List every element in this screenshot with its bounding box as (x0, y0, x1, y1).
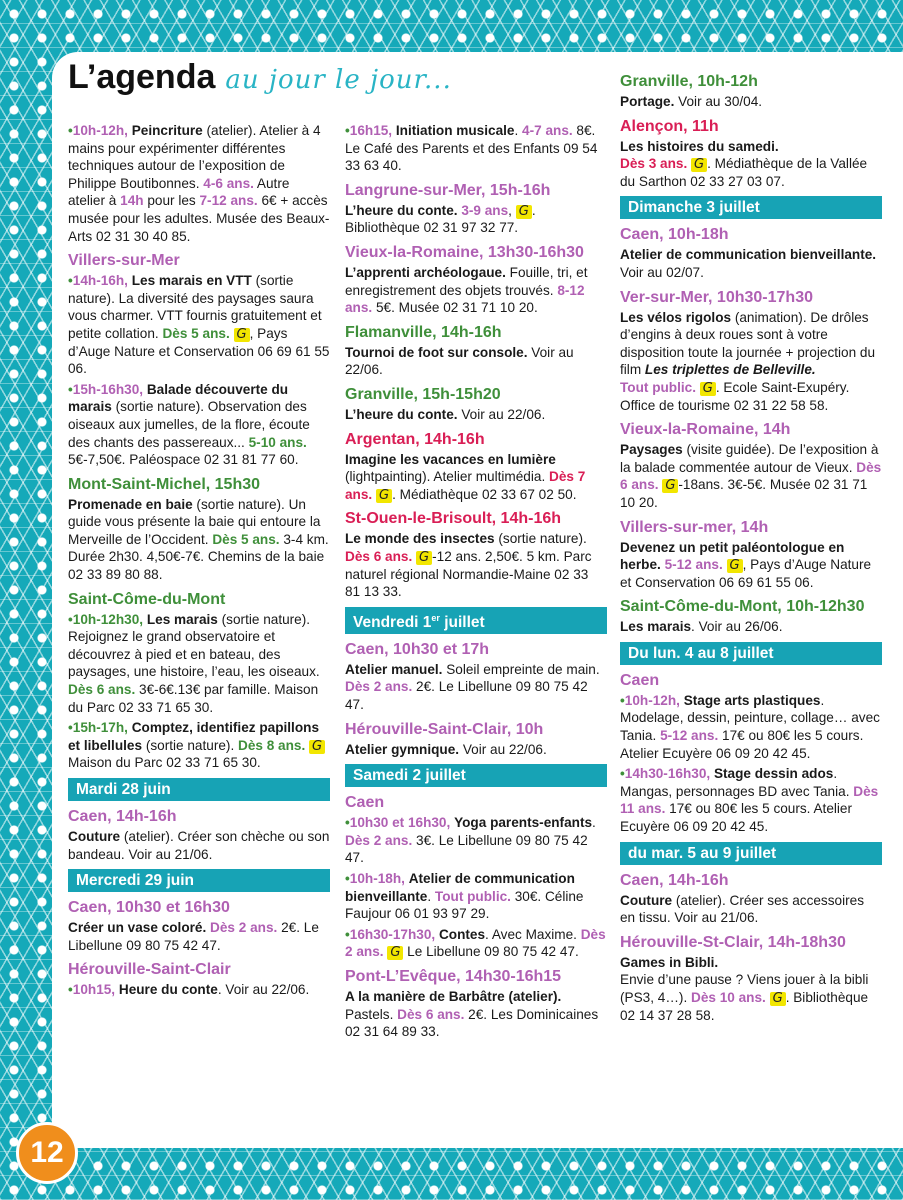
event-name: Initiation musicale (395, 123, 515, 138)
event-text: , Pays d’Auge Nature et Conservation 06 69 61 55 06. (620, 557, 872, 590)
g-icon: G (516, 205, 532, 219)
event-entry (345, 202, 607, 237)
g-icon: G (387, 946, 403, 960)
event-name: L’heure du conte. (345, 406, 458, 422)
event-entry (345, 344, 607, 379)
event-entry (345, 406, 607, 424)
event-entry (345, 264, 607, 317)
event-name: Stage arts plastiques (683, 692, 821, 708)
event-text: , (508, 202, 516, 218)
event-entry (620, 539, 882, 592)
column-1 (68, 122, 330, 1002)
age-label: 4-6 ans. (203, 175, 254, 191)
event-name: Portage. (620, 94, 675, 109)
age-label: 5-12 ans. (660, 728, 719, 744)
event-name: Le monde des insectes (345, 531, 495, 547)
day-sup: er (431, 612, 440, 623)
g-icon: G (700, 382, 716, 396)
bullet: • (68, 611, 73, 627)
event-text: 30€. Céline Faujour 06 01 93 97 29. (345, 888, 584, 922)
event-name: Les marais en VTT (131, 273, 252, 289)
place-heading: Hérouville-Saint-Clair, 10h (345, 720, 544, 738)
place-heading: Caen, 10h30 et 17h (345, 640, 490, 658)
place-heading: Caen (345, 794, 385, 812)
event-text: Le Libellune 09 80 75 42 47. (403, 944, 579, 960)
bullet: • (345, 926, 350, 942)
event-time: 10h-12h30, (72, 611, 144, 627)
age-label: 3-9 ans (457, 202, 509, 218)
event-name: Atelier manuel. (345, 661, 443, 677)
event-entry (345, 814, 607, 961)
event-name: Games in Bibli. (620, 954, 719, 970)
event-text: . Voir au 26/06. (691, 619, 783, 635)
event-name: Atelier de communication bienveillante (345, 871, 575, 904)
event-text: (sortie nature). (142, 737, 238, 753)
bullet: • (620, 692, 625, 708)
event-name: Devenez un petit paléontologue en herbe. (620, 539, 845, 573)
place-heading: Caen, 10h30 et 16h30 (68, 899, 230, 917)
age-label: Tout public. (620, 379, 697, 395)
event-text: Envie d’une pause ? Viens jouer à la bibli (PS3, 4…). (620, 972, 869, 1005)
event-time: 16h30-17h30, (349, 926, 436, 942)
bullet: • (620, 766, 625, 782)
event-entry (620, 618, 882, 636)
event-name: Atelier de communication bienveillante. (620, 247, 877, 263)
event-entry (345, 741, 607, 759)
place-heading: Vieux-la-Romaine, 13h30-16h30 (345, 243, 584, 261)
event-text: . Modelage, dessin, peinture, collage… avec Tania. (620, 692, 880, 744)
event-text: Fouille, tri, et enregistrement des objets trouvés. (345, 264, 588, 298)
event-text: 3€. Le Libellune 09 80 75 42 47. (345, 832, 588, 866)
event-entry (68, 611, 330, 772)
event-text: Soleil empreinte de main. (442, 661, 600, 677)
column-3 (620, 66, 882, 1027)
place-heading: Caen (620, 671, 660, 689)
event-text: . Ecole Saint-Exupéry. Office de tourisme 02 31 22 58 58. (620, 379, 850, 413)
place-heading: Langrune-sur-Mer, 15h-16h (345, 181, 551, 199)
age-label: Dès 6 ans. (620, 459, 882, 493)
age-label: Dès 10 ans. (691, 990, 766, 1005)
event-text: . (514, 123, 523, 138)
age-label: Dès 8 ans. (238, 737, 306, 753)
event-text: 17€ ou 80€ les 5 cours. Atelier Ecuyère 06 09 20 42 45. (620, 728, 864, 761)
event-entry (68, 272, 330, 469)
place-heading: Ver-sur-Mer, 10h30-17h30 (620, 288, 813, 306)
place-heading: Villers-sur-Mer (68, 252, 180, 270)
bullet: • (68, 273, 73, 289)
event-entry (620, 692, 882, 836)
event-text: 5€-7,50€. Paléospace 02 31 81 77 60. (68, 452, 299, 468)
event-text: 3€-6€.13€ par famille. Maison du Parc 02 33 71 65 30. (68, 682, 319, 715)
event-name: Peincriture (131, 123, 203, 138)
day-label-rest: juillet (439, 613, 485, 631)
place-heading: Alençon, 11h (620, 117, 719, 135)
event-name: Heure du conte (118, 982, 218, 998)
event-name: Les marais (146, 611, 218, 627)
age-label: Dès 6 ans. (345, 548, 413, 564)
event-time: 16h15, (349, 123, 393, 138)
place-heading: Saint-Côme-du-Mont, 10h-12h30 (620, 598, 865, 616)
day-label: Vendredi 1 (353, 613, 432, 631)
g-icon: G (727, 559, 743, 573)
event-entry (345, 661, 607, 714)
event-text: . Bibliothèque 02 14 37 28 58. (620, 990, 869, 1023)
event-text: 2€. Les Dominicaines 02 31 64 89 33. (345, 1006, 599, 1040)
event-name: L’heure du conte. (345, 202, 458, 218)
place-heading: Granville, 10h-12h (620, 73, 758, 90)
g-icon: G (770, 992, 786, 1006)
event-text: 5€. Musée 02 31 71 10 20. (372, 300, 538, 316)
age-label: Dès 6 ans. (68, 682, 136, 698)
event-text: . Bibliothèque 02 31 97 32 77. (345, 202, 536, 236)
event-time: 10h-18h, (349, 871, 405, 886)
event-text: (lightpainting). Atelier multimédia. (345, 469, 549, 485)
event-text: Voir au 22/06. (459, 741, 547, 757)
event-name: Stage dessin ados (713, 766, 834, 782)
title-script: au jour le jour... (225, 65, 452, 95)
g-icon: G (376, 489, 392, 503)
place-heading: Caen, 14h-16h (68, 808, 177, 825)
page-title (68, 58, 452, 97)
day-header: Du lun. 4 au 8 juillet (620, 642, 882, 665)
event-entry (68, 919, 330, 954)
age-label: Dès 2 ans. (345, 926, 606, 960)
g-icon: G (691, 158, 707, 172)
bullet: • (345, 815, 350, 831)
age-label: Tout public. (434, 888, 511, 904)
age-label: Dès 2 ans. (206, 920, 278, 936)
day-header: du mar. 5 au 9 juillet (620, 842, 882, 865)
age-label: 4-7 ans. (522, 123, 573, 138)
event-text: 8€. Le Café des Parents et des Enfants 09 54 33 63 40. (345, 123, 598, 174)
age-label: Dès 11 ans. (620, 783, 879, 817)
film-title: Les triplettes de Belleville. (644, 362, 816, 378)
title-main: L’agenda (68, 58, 216, 96)
event-name: Atelier gymnique. (345, 741, 460, 757)
g-icon: G (234, 328, 250, 342)
event-entry (620, 138, 882, 191)
event-name: Yoga parents-enfants (454, 815, 593, 831)
place-heading: Hérouville-St-Clair, 14h-18h30 (620, 933, 846, 951)
place-heading: Granville, 15h-15h20 (345, 385, 501, 403)
place-heading: Villers-sur-mer, 14h (620, 518, 769, 536)
event-name: Promenade en baie (68, 496, 193, 512)
column-2 (345, 122, 607, 1044)
event-name: Les vélos rigolos (620, 309, 732, 325)
event-name: Contes (438, 926, 486, 942)
day-header: Mardi 28 juin (68, 778, 330, 801)
event-entry (620, 309, 882, 415)
age-label: Dès 6 ans. (397, 1006, 465, 1022)
event-name: Les histoires du samedi. (620, 138, 779, 154)
place-heading: Caen, 14h-16h (620, 871, 729, 889)
event-name: Paysages (620, 442, 683, 458)
event-text: pour les (143, 193, 200, 209)
age-label: Dès 5 ans. (212, 531, 280, 547)
event-text: (sortie nature). La diversité des paysages saura vous charmer. VTT fournis gratuitement et petite collation. (68, 273, 322, 341)
event-name: Comptez, identifiez papillons et libellules (68, 720, 320, 753)
event-name: Tournoi de foot sur console. (345, 344, 528, 360)
bullet: • (345, 871, 350, 886)
event-time: 14h30-16h30, (624, 766, 711, 782)
g-icon: G (416, 551, 432, 565)
event-text: -18ans. 3€-5€. Musée 02 31 71 10 20. (620, 477, 868, 510)
event-entry (68, 828, 330, 863)
event-name: A la manière de Barbâtre (atelier). (345, 988, 562, 1004)
event-entry (345, 530, 607, 600)
event-text: (visite guidée). De l’exposition à la balade commentée autour de Vieux. (620, 442, 879, 475)
event-name: L’apprenti archéologaue. (345, 264, 506, 280)
place-heading: Vieux-la-Romaine, 14h (620, 421, 791, 439)
page-number: 12 (16, 1122, 78, 1184)
event-text: . Mangas, personnages BD avec Tania. (620, 766, 854, 799)
g-icon: G (662, 479, 678, 493)
age-label: Dès 2 ans. (345, 679, 413, 695)
age-label: 5-12 ans. (660, 557, 723, 573)
event-text: Voir au 30/04. (674, 94, 763, 109)
bullet: • (68, 123, 73, 138)
event-time: 10h15, (72, 982, 116, 998)
event-text: (atelier). Créer son chèche ou son bandeau. Voir au 21/06. (68, 829, 330, 862)
g-icon: G (309, 740, 325, 754)
event-text: Voir au 22/06. (345, 344, 574, 378)
bullet: • (68, 381, 73, 397)
event-entry (345, 451, 607, 504)
event-entry (68, 496, 330, 584)
event-text: . (592, 815, 596, 831)
event-text: (animation). De drôles d’engins à deux roues sont à votre disposition toute la journée + projection du film (620, 309, 876, 378)
event-text: -12 ans. 2,50€. 5 km. Parc naturel régional Normandie-Maine 02 33 81 13 33. (345, 548, 592, 600)
event-text: (atelier). Créer ses accessoires en tissu. Voir au 21/06. (620, 892, 864, 926)
event-entry (620, 93, 882, 111)
event-text: . (427, 888, 435, 904)
place-heading: Caen, 10h-18h (620, 226, 729, 244)
event-text: . Voir au 22/06. (217, 982, 310, 998)
event-text: (sortie nature). Un guide vous présente la baie qui entoure la Merveille de l’Occident. (68, 496, 321, 547)
event-name: Créer un vase coloré. (68, 920, 207, 936)
event-time: 14h (120, 193, 144, 209)
event-entry (345, 988, 607, 1041)
event-time: 10h-12h, (72, 123, 128, 138)
place-heading: Hérouville-Saint-Clair (68, 961, 231, 979)
event-time: 10h-12h, (624, 692, 680, 708)
day-header: Samedi 2 juillet (345, 764, 607, 787)
event-text: . Avec Maxime. (485, 926, 581, 942)
age-label: Dès 5 ans. (162, 325, 230, 341)
event-text: . Médiathèque 02 33 67 02 50. (392, 486, 577, 502)
event-entry (345, 122, 607, 175)
event-text: Autre atelier à (68, 175, 290, 209)
day-header (345, 607, 607, 634)
event-time: 15h-17h, (72, 720, 128, 736)
event-entry (620, 246, 882, 281)
event-name: Couture (620, 892, 673, 908)
event-text: Voir au 22/06. (457, 406, 546, 422)
place-heading: Pont-L’Evêque, 14h30-16h15 (345, 967, 562, 985)
event-time: 14h-16h, (72, 273, 128, 289)
place-heading: St-Ouen-le-Brisoult, 14h-16h (345, 510, 562, 528)
event-text: , Pays d’Auge Nature et Conservation 06 69 61 55 06. (68, 325, 330, 377)
age-label: Dès 7 ans. (345, 469, 586, 502)
event-entry (68, 981, 330, 999)
event-name: Couture (68, 829, 121, 844)
event-text: 17€ ou 80€ les 5 cours. Atelier Ecuyère 06 09 20 42 45. (620, 801, 853, 835)
day-header: Dimanche 3 juillet (620, 196, 882, 219)
event-text: 2€. Le Libellune 09 80 75 42 47. (68, 920, 319, 953)
event-text: (sortie nature). (494, 531, 587, 547)
event-entry (68, 122, 330, 245)
place-heading: Mont-Saint-Michel, 15h30 (68, 475, 261, 493)
event-name: Imagine les vacances en lumière (345, 451, 556, 467)
event-text: (sortie nature). Rejoignez le grand observatoire et découvrez à pied et en bateau, des paysages, une histoire, l’eau, les oiseaux. (68, 611, 320, 680)
event-text: 3-4 km. Durée 2h30. 4,50€-7€. Chemins de la baie 02 33 89 80 88. (68, 531, 329, 583)
day-header: Mercredi 29 juin (68, 869, 330, 892)
age-label: Dès 3 ans. (620, 156, 688, 172)
event-name: Balade découverte du marais (68, 381, 289, 415)
bullet: • (345, 123, 350, 138)
event-entry (620, 892, 882, 927)
age-label: 8-12 ans. (345, 282, 585, 316)
age-label: Dès 2 ans. (345, 832, 413, 848)
place-heading: Saint-Côme-du-Mont (68, 590, 226, 608)
bullet: • (68, 720, 73, 736)
event-time: 15h-16h30, (72, 381, 144, 397)
event-text: Pastels. (345, 1006, 398, 1022)
event-text: . Médiathèque de la Vallée du Sarthon 02 33 27 03 07. (620, 156, 868, 189)
event-name: Les marais (620, 619, 692, 635)
event-text: (atelier). Atelier à 4 mains pour expérimenter différentes techniques autour de l’exposition de Philippe Boutibonnes. (68, 123, 321, 191)
age-label: 5-10 ans. (248, 434, 307, 450)
event-text: 6€ + accès musée pour les adultes. Musée des Beaux-Arts 02 31 30 40 85. (68, 193, 330, 244)
event-text: 2€. Le Libellune 09 80 75 42 47. (345, 679, 588, 713)
event-text: Voir au 02/07. (620, 264, 704, 280)
place-heading: Flamanville, 14h-16h (345, 323, 502, 341)
event-time: 10h30 et 16h30, (349, 815, 451, 831)
age-label: 7-12 ans. (199, 193, 258, 209)
event-entry (620, 441, 882, 511)
bullet: • (68, 982, 73, 998)
event-entry (620, 954, 882, 1024)
place-heading: Argentan, 14h-16h (345, 430, 485, 448)
event-text: (sortie nature). Observation des oiseaux aux jumelles, de la flore, écoute des chants des passereaux... (68, 399, 310, 450)
event-text: Maison du Parc 02 33 71 65 30. (68, 755, 261, 771)
